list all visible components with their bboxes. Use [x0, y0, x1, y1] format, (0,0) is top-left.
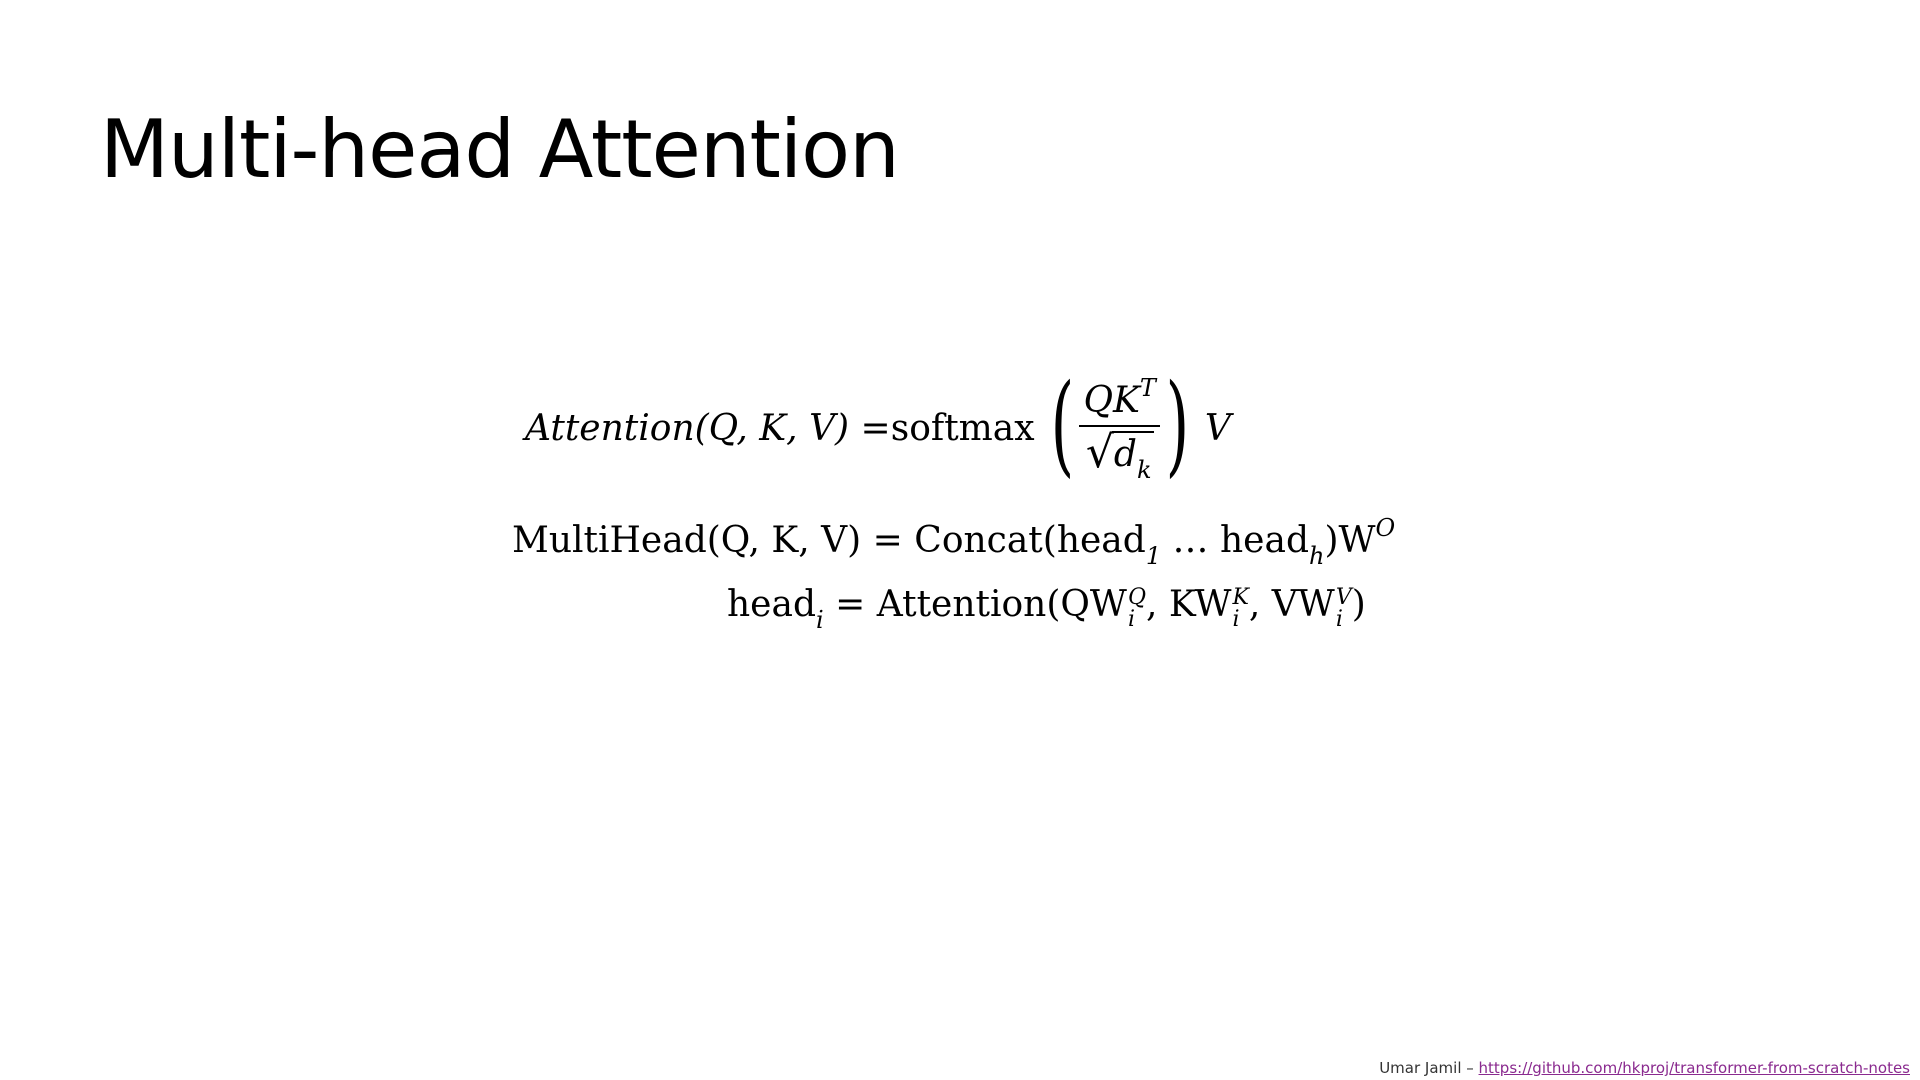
multihead-close: )W: [1324, 520, 1376, 561]
v-prefix: , VW: [1248, 584, 1335, 625]
right-paren: ): [1165, 360, 1190, 488]
wk-scripts: [1232, 587, 1248, 631]
fraction-numerator: [1079, 374, 1159, 427]
wv-sup: V: [1335, 585, 1352, 610]
numerator-sup: T: [1139, 374, 1156, 403]
slide-title: Multi-head Attention: [100, 103, 899, 196]
attention-equation: [525, 360, 1231, 488]
head-eq: = Attention(QW: [823, 584, 1127, 625]
sqrt-icon: √: [1085, 426, 1114, 478]
wk-sup: K: [1232, 585, 1249, 610]
wv-scripts: [1336, 587, 1352, 631]
footer-author: Umar Jamil –: [1379, 1059, 1479, 1077]
head-close: ): [1351, 584, 1366, 625]
k-prefix: , KW: [1145, 584, 1232, 625]
wq-sub: i: [1127, 607, 1135, 632]
attention-lhs: Attention(Q, K, V) =: [525, 407, 891, 449]
fraction-denominator: [1085, 426, 1154, 485]
multihead-equation: [512, 514, 1396, 570]
sqrt-body: [1112, 431, 1154, 485]
multihead-lhs: MultiHead(Q, K, V) = Concat(head: [512, 520, 1146, 561]
wq-scripts: [1128, 587, 1146, 631]
attention-tail: V: [1204, 407, 1231, 449]
softmax-label: softmax: [890, 407, 1035, 449]
wk-sub: i: [1232, 607, 1240, 632]
wq-sup: Q: [1127, 585, 1146, 610]
multihead-mid: … head: [1161, 520, 1309, 561]
denominator-sub: k: [1136, 456, 1152, 485]
output-weight-sup: O: [1375, 514, 1396, 542]
head-equation: [727, 584, 1366, 634]
footer-link[interactable]: https://github.com/hkproj/transformer-from-scratch-notes: [1478, 1059, 1910, 1077]
wv-sub: i: [1335, 607, 1343, 632]
denominator-base: d: [1113, 434, 1137, 476]
softmax-argument: [1041, 360, 1199, 488]
left-paren: (: [1050, 360, 1074, 488]
numerator-base: QK: [1083, 380, 1140, 422]
head-h-sub: h: [1309, 542, 1325, 570]
head-1-sub: 1: [1145, 542, 1162, 570]
head-lhs-sub: i: [816, 606, 824, 634]
fraction: [1079, 374, 1159, 485]
footer-credit: [1379, 1059, 1910, 1077]
head-lhs: head: [727, 584, 816, 625]
